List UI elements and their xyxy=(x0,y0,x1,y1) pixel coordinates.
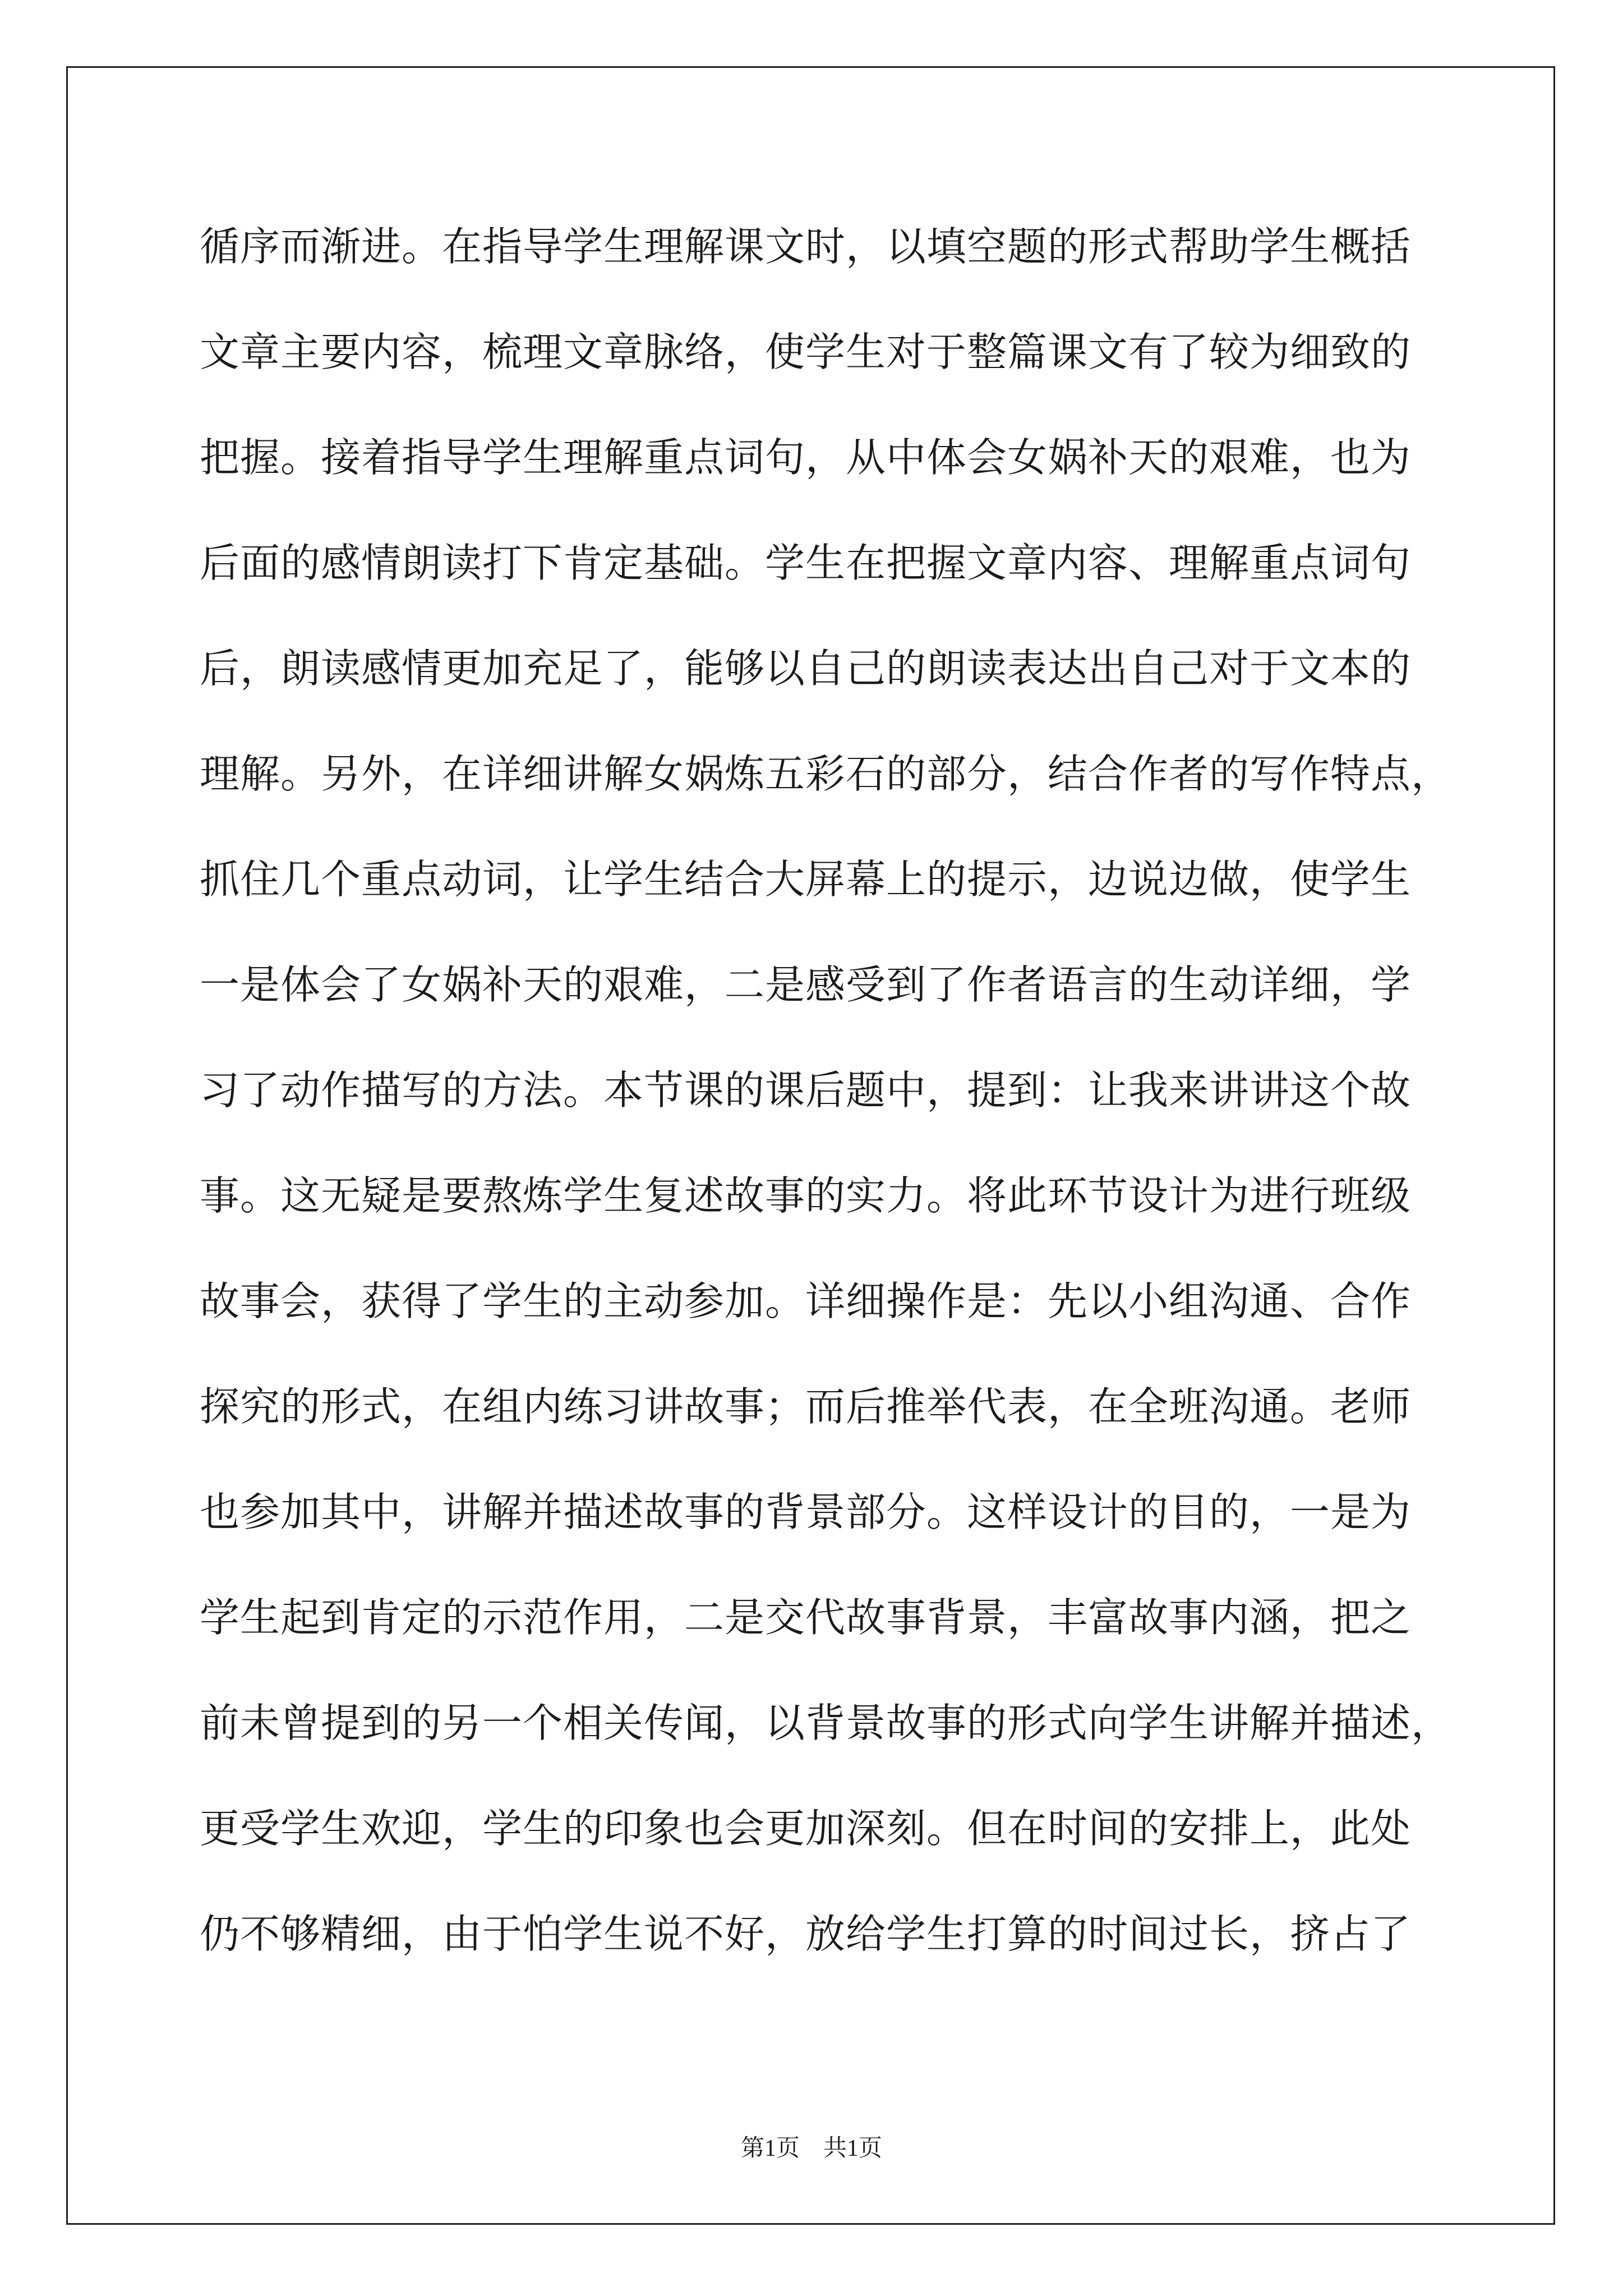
text-line: 事。这无疑是要熬炼学生复述故事的实力。将此环节设计为进行班级 xyxy=(200,1172,1412,1219)
text-line: 一是体会了女娲补天的艰难，二是感受到了作者语言的生动详细，学 xyxy=(200,961,1412,1008)
text-line: 后面的感情朗读打下肯定基础。学生在把握文章内容、理解重点词句 xyxy=(200,540,1412,586)
text-line: 理解。另外，在详细讲解女娲炼五彩石的部分，结合作者的写作特点， xyxy=(200,751,1452,797)
document-body xyxy=(200,216,1452,2009)
text-line: 也参加其中，讲解并描述故事的背景部分。这样设计的目的，一是为 xyxy=(200,1489,1412,1535)
text-line: 后，朗读感情更加充足了，能够以自己的朗读表达出自己对于文本的 xyxy=(200,645,1412,692)
text-line: 探究的形式，在组内练习讲故事；而后推举代表，在全班沟通。老师 xyxy=(200,1383,1412,1430)
text-line: 学生起到肯定的示范作用，二是交代故事背景，丰富故事内涵，把之 xyxy=(200,1594,1412,1641)
text-line: 把握。接着指导学生理解重点词句，从中体会女娲补天的艰难，也为 xyxy=(200,434,1412,481)
text-line: 文章主要内容，梳理文章脉络，使学生对于整篇课文有了较为细致的 xyxy=(200,329,1412,375)
text-line: 前未曾提到的另一个相关传闻，以背景故事的形式向学生讲解并描述， xyxy=(200,1700,1452,1746)
text-line: 故事会，获得了学生的主动参加。详细操作是：先以小组沟通、合作 xyxy=(200,1278,1412,1324)
text-line: 更受学生欢迎，学生的印象也会更加深刻。但在时间的安排上，此处 xyxy=(200,1805,1412,1852)
page-number-footer: 第1页 共1页 xyxy=(740,2136,882,2161)
text-line: 循序而渐进。在指导学生理解课文时，以填空题的形式帮助学生概括 xyxy=(200,223,1412,270)
text-line: 习了动作描写的方法。本节课的课后题中，提到：让我来讲讲这个故 xyxy=(200,1067,1412,1114)
text-line: 仍不够精细，由于怕学生说不好，放给学生打算的时间过长，挤占了 xyxy=(200,1911,1412,1957)
text-line: 抓住几个重点动词，让学生结合大屏幕上的提示，边说边做，使学生 xyxy=(200,856,1412,903)
